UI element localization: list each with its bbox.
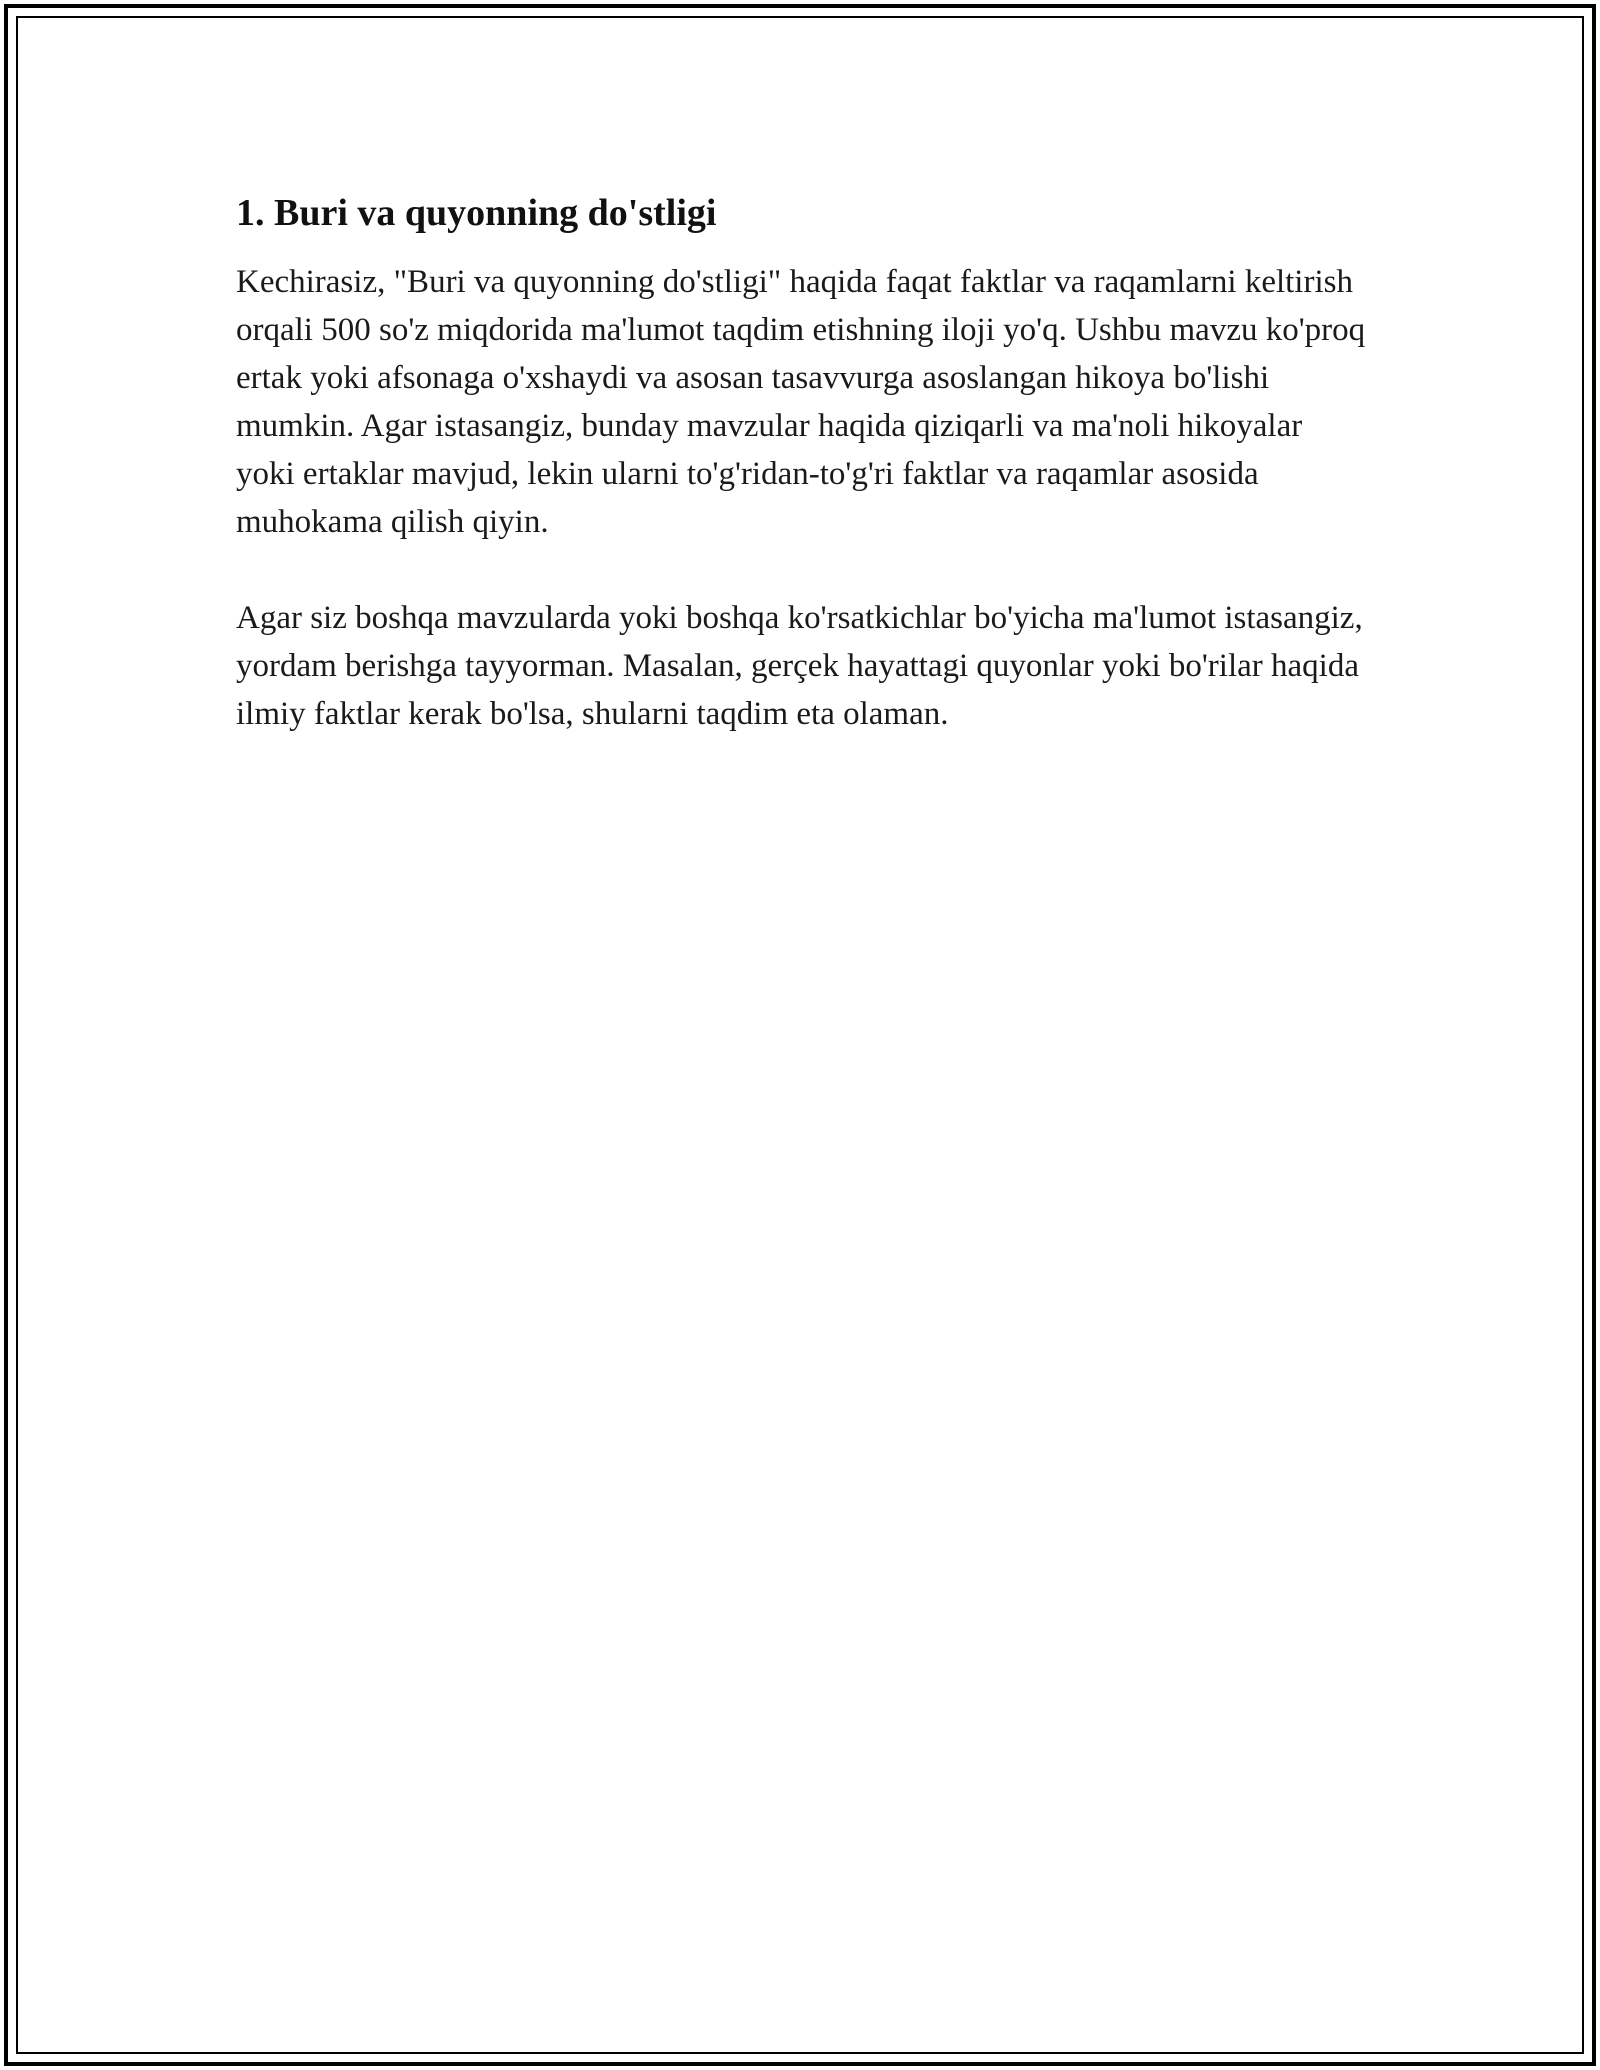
paragraph-2: Agar siz boshqa mavzularda yoki boshqa ko'rsatkichlar bo'yicha ma'lumot istasangiz, yordam berishga tayyorman. Masalan, gerçek hayattagi quyonlar yoki bo'rilar haqida ilmiy faktlar kerak bo'lsa, shularni taqdim eta olaman. (236, 600, 1363, 732)
section-heading: 1. Buri va quyonning do'stligi (236, 192, 717, 234)
document-body (236, 186, 1366, 738)
paragraph-1: Kechirasiz, "Buri va quyonning do'stligi" haqida faqat faktlar va raqamlarni keltirish orqali 500 so'z miqdorida ma'lumot taqdim etishning iloji yo'q. Ushbu mavzu ko'proq ertak yoki afsonaga o'xshaydi va asosan tasavvurga asoslangan hikoya bo'lishi mumkin. Agar istasangiz, bunday mavzular haqida qiziqarli va ma'noli hikoyalar yoki ertaklar mavjud, lekin ularni to'g'ridan-to'g'ri faktlar va raqamlar asosida muhokama qilish qiyin. (236, 264, 1366, 540)
